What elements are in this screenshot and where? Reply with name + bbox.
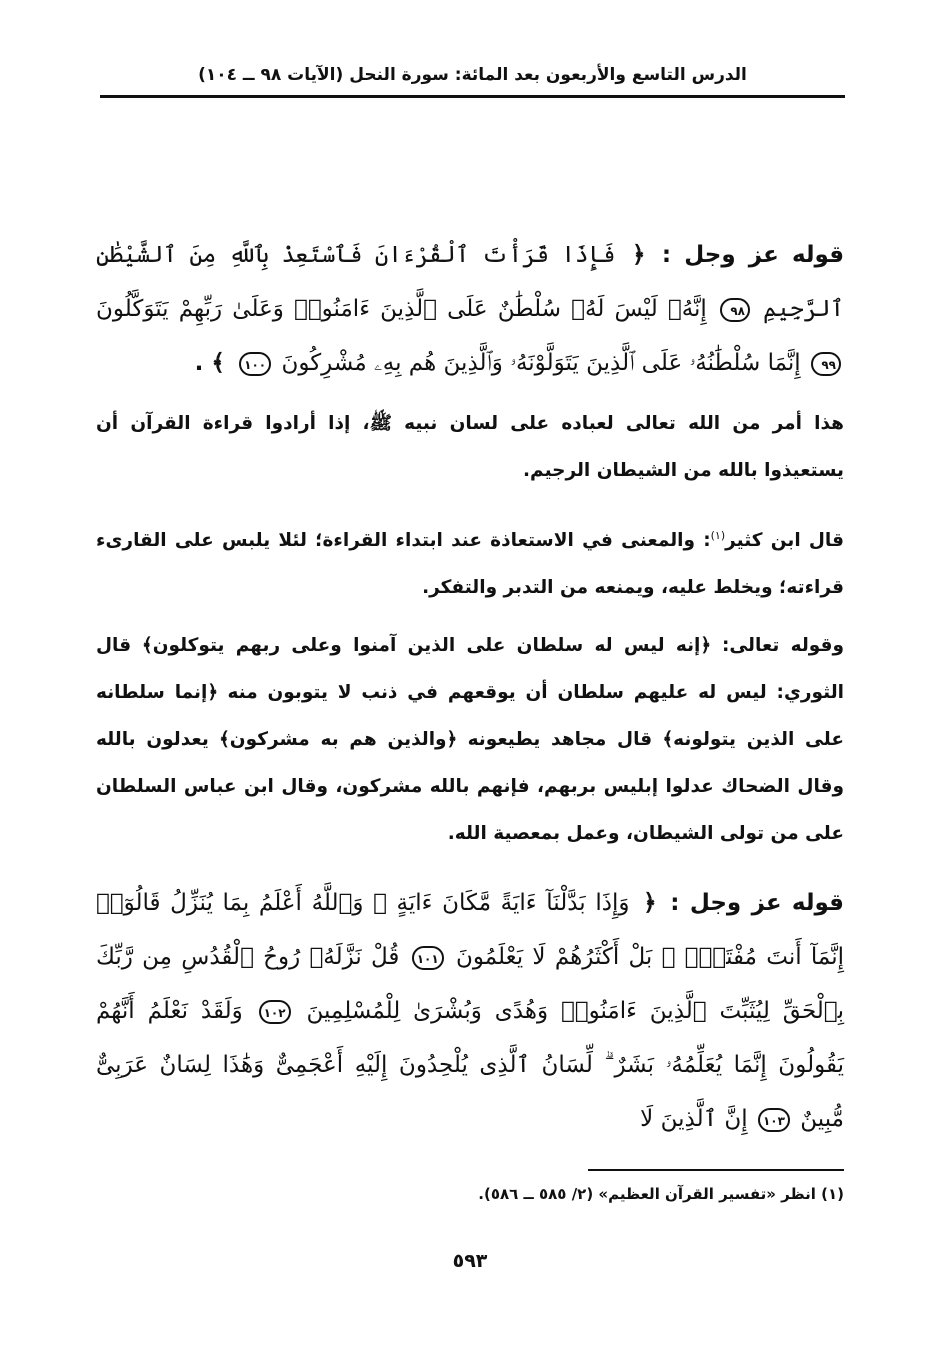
quoted-verse: ﴿إنه ليس له سلطان على الذين آمنوا وعلى ربهم يتوكلون﴾ [141,635,712,656]
paragraph-text: قال الثوري: ليس له عليهم سلطان أن يوقعهم في ذنب لا يتوبون منه [96,635,844,703]
paragraph-lead: وقوله تعالى: [721,635,844,656]
quoted-verse: ﴿والذين هم به مشركون﴾ [218,729,458,750]
commentary-paragraph-2 [96,512,844,611]
ayah-number-103: ١٠٣ [758,1108,790,1132]
ayah-number-102: ١٠٢ [259,1000,291,1024]
header-divider [100,95,845,98]
paragraph-text: يعدلون بالله وقال الضحاك عدلوا إبليس بربهم، فإنهم بالله مشركون، وقال ابن عباس السلطان على من تولى الشيطان، وعمل بمعصية الله. [96,729,844,844]
commentary-paragraph-1 [96,400,844,494]
verse-intro: قوله عز وجل : [661,242,845,268]
verse-block-101-104 [96,876,844,1146]
verse-104-text: إِنَّ ٱلَّذِينَ لَا [640,1106,748,1132]
verse-block-98-100 [96,228,844,390]
page-number: ٥٩٣ [452,1250,488,1272]
paragraph-lead: قال ابن كثير [725,530,844,552]
ayah-number-98: ٩٨ [720,298,750,322]
ayah-number-99: ٩٩ [811,352,841,376]
paragraph-text: قال مجاهد يطيعونه [467,729,653,750]
commentary-paragraph-3 [96,622,844,857]
paragraph-text: : والمعنى في الاستعاذة عند ابتداء القراءة؛ لئلا يلبس على القارىء قراءته؛ ويخلط عليه، ويمنعه من التدبر والتفكر. [96,530,844,599]
footnote-reference: (١) [710,529,726,542]
verse-103-text: وَلَقَدْ نَعْلَمُ أَنَّهُمْ يَقُولُونَ إِنَّمَا يُعَلِّمُهُۥ بَشَرٌ ۗ لِّسَانُ ٱلَّذِى يُلْحِدُونَ إِلَيْهِ أَعْجَمِىٌّ وَهَٰذَا لِسَانٌ عَرَبِىٌّ مُّبِينٌ [96,998,844,1132]
quran-open-bracket: ﴿ [631,242,646,268]
ayah-number-100: ١٠٠ [239,352,271,376]
verse-102-text: قُلْ نَزَّلَهُۥ رُوحُ ٱلْقُدُسِ مِن رَّبِّكَ بِٱلْحَقِّ لِيُثَبِّتَ ٱلَّذِينَ ءَامَنُوا۟ وَهُدًى وَبُشْرَىٰ لِلْمُسْلِمِينَ [96,944,845,1024]
quran-close-bracket: ﴾ . [194,350,225,376]
footnote: (١) انظر «تفسير القرآن العظيم» (٢/ ٥٨٥ ــ ٥٨٦). [478,1185,844,1203]
verse-98-text: فَإِذَا قَرَأْتَ ٱلْقُرْءَانَ فَٱسْتَعِذْ بِٱللَّهِ مِنَ ٱلشَّيْطَٰنِ ٱلرَّجِيمِ [96,242,844,322]
verse-101-text: وَإِذَا بَدَّلْنَآ ءَايَةً مَّكَانَ ءَايَةٍ ۙ وَٱللَّهُ أَعْلَمُ بِمَا يُنَزِّلُ قَالُوٓا۟ إِنَّمَآ أَنتَ مُفْتَرٍۭ ۚ بَلْ أَكْثَرُهُمْ لَا يَعْلَمُونَ [96,890,845,970]
quran-open-bracket: ﴿ [643,890,657,916]
verse-99-text: إِنَّهُۥ لَيْسَ لَهُۥ سُلْطَٰنٌ عَلَى ٱلَّذِينَ ءَامَنُوا۟ وَعَلَىٰ رَبِّهِمْ يَتَوَكَّلُونَ [96,296,707,322]
verse-intro: قوله عز وجل : [670,890,844,916]
ayah-number-101: ١٠١ [412,946,444,970]
footnote-divider [588,1169,844,1171]
running-header: الدرس التاسع والأربعون بعد المائة: سورة النحل (الآيات ٩٨ ــ ١٠٤) [198,65,747,85]
paragraph-text: هذا أمر من الله تعالى لعباده على لسان نبيه ﷺ، إذا أرادوا قراءة القرآن أن يستعيذوا بالله من الشيطان الرجيم. [96,413,844,481]
quoted-verse: ﴿إنما سلطانه على الذين يتولونه﴾ [96,682,844,750]
verse-100-text: إِنَّمَا سُلْطَٰنُهُۥ عَلَى ٱلَّذِينَ يَتَوَلَّوْنَهُۥ وَٱلَّذِينَ هُم بِهِۦ مُشْرِكُونَ [281,350,801,376]
